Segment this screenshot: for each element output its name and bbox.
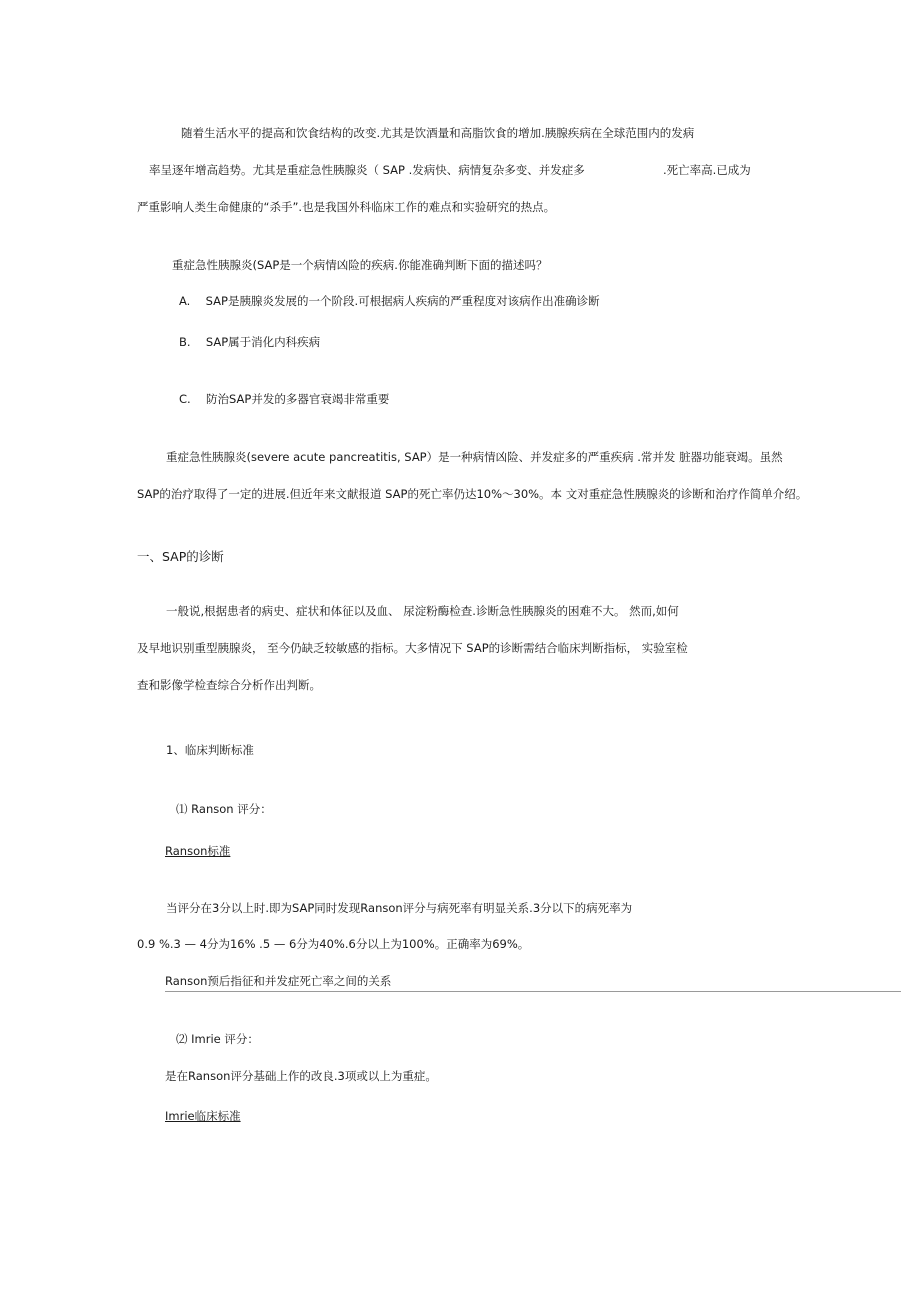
subsection-title: 1、临床判断标准 — [166, 743, 254, 757]
quiz-option-c — [179, 391, 389, 407]
intro-line-3: 严重影响人类生命健康的“杀手”.也是我国外科临床工作的难点和实验研究的热点。 — [137, 200, 556, 214]
section-paragraph-line-2: 及早地识别重型胰腺炎， 至今仍缺乏较敏感的指标。大多情况下 SAP的诊断需结合临床判断指标， 实验室检 — [137, 641, 688, 655]
section-paragraph-line-1: 一般说,根据患者的病史、症状和体征以及血、 尿淀粉酶检查.诊断急性胰腺炎的困难不大。 然而,如何 — [166, 604, 679, 618]
imrie-text: 是在Ranson评分基础上作的改良.3项或以上为重症。 — [165, 1069, 437, 1083]
ranson-text-line-2: 0.9 %.3 — 4分为16% .5 — 6分为40%.6分以上为100%。正确率为69%。 — [137, 937, 530, 951]
ranson-table-caption: Ranson预后指征和并发症死亡率之间的关系 — [165, 974, 392, 988]
table-divider — [165, 991, 901, 992]
option-text: SAP属于消化内科疾病 — [205, 335, 321, 349]
ranson-heading: ⑴ Ranson 评分： — [176, 802, 272, 816]
option-letter: B. — [179, 335, 191, 349]
option-letter: A. — [179, 294, 191, 308]
imrie-heading: ⑵ Imrie 评分： — [176, 1032, 259, 1046]
definition-line-2: SAP的治疗取得了一定的进展.但近年来文献报道 SAP的死亡率仍达10%～30%。本 文对重症急性胰腺炎的诊断和治疗作简单介绍。 — [137, 487, 808, 501]
option-text: 防治SAP并发的多器官衰竭非常重要 — [206, 392, 390, 406]
section-title: 一、SAP的诊断 — [137, 549, 224, 564]
option-letter: C. — [179, 392, 191, 406]
quiz-option-a — [179, 293, 600, 309]
section-paragraph-line-3: 查和影像学检查综合分析作出判断。 — [137, 678, 321, 692]
option-text: SAP是胰腺炎发展的一个阶段.可根据病人疾病的严重程度对该病作出准确诊断 — [205, 294, 600, 308]
definition-line-1: 重症急性胰腺炎(severe acute pancreatitis, SAP）是一种病情凶险、并发症多的严重疾病 .常并发 脏器功能衰竭。虽然 — [166, 450, 783, 464]
quiz-question: 重症急性胰腺炎(SAP是一个病情凶险的疾病.你能准确判断下面的描述吗？ — [172, 258, 548, 272]
intro-line-2b: .死亡率高.已成为 — [663, 163, 751, 177]
quiz-option-b — [179, 334, 320, 350]
ranson-text-line-1: 当评分在3分以上时.即为SAP同时发现Ranson评分与病死率有明显关系.3分以下的病死率为 — [166, 901, 633, 915]
intro-line-1: 随着生活水平的提高和饮食结构的改变.尤其是饮酒量和高脂饮食的增加.胰腺疾病在全球范围内的发病 — [181, 126, 695, 140]
intro-line-2a: 率呈逐年增高趋势。尤其是重症急性胰腺炎（ SAP .发病快、病情复杂多变、并发症多 — [149, 163, 585, 177]
ranson-criteria-link[interactable]: Ranson标准 — [165, 844, 231, 858]
imrie-criteria-link[interactable]: Imrie临床标准 — [165, 1109, 241, 1123]
